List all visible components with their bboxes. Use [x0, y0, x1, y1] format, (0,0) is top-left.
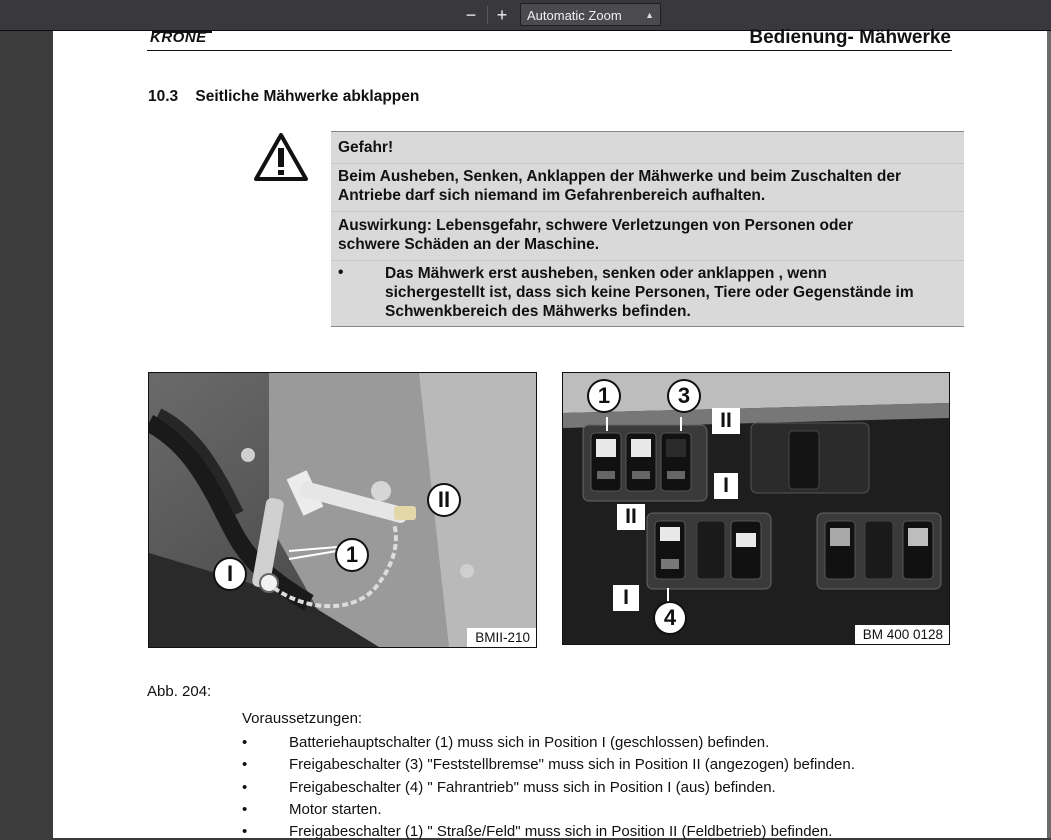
- vertical-scrollbar[interactable]: [1047, 31, 1051, 838]
- position-II-marker: II: [427, 483, 461, 517]
- krone-logo: KRONE: [150, 29, 207, 46]
- warning-bullet-line: sichergestellt ist, dass sich keine Personen, Tiere oder Gegenstände im: [385, 284, 914, 301]
- section-title: Bedienung- Mähwerke: [749, 27, 951, 48]
- zoom-select[interactable]: [520, 3, 661, 26]
- prerequisites-heading: Voraussetzungen:: [242, 710, 363, 727]
- warning-separator: [331, 260, 964, 261]
- figure-id-label: BMII-210: [467, 628, 536, 647]
- list-bullet: •: [242, 734, 248, 751]
- figure-id-label: BM 400 0128: [855, 625, 949, 644]
- zoom-in-button[interactable]: +: [496, 5, 508, 25]
- document-page: [53, 27, 1047, 840]
- list-item-text: Batteriehauptschalter (1) muss sich in Position I (geschlossen) befinden.: [289, 734, 770, 751]
- callout-1: 1: [587, 379, 621, 413]
- list-bullet: •: [242, 823, 248, 840]
- warning-text-line: Antriebe darf sich niemand im Gefahrenbereich aufhalten.: [338, 187, 766, 204]
- select-arrows-icon: ▲: [645, 10, 654, 20]
- zoom-select-value: Automatic Zoom: [527, 8, 622, 23]
- danger-warning-box: [331, 131, 964, 327]
- toolbar-separator: [487, 6, 488, 24]
- list-bullet: •: [242, 779, 248, 796]
- figure-switch-panel-photo: [562, 372, 950, 645]
- zoom-out-button[interactable]: −: [465, 5, 477, 25]
- warning-separator: [331, 211, 964, 212]
- position-I-marker: I: [213, 557, 247, 591]
- position-I-label: I: [714, 473, 738, 499]
- locking-pin-illustration: [149, 373, 536, 647]
- warning-triangle-icon: [253, 132, 309, 182]
- figure-caption: Abb. 204:: [147, 683, 212, 700]
- figure-locking-pin-photo: [148, 372, 537, 648]
- warning-title: Gefahr!: [338, 139, 394, 156]
- warning-bullet: •: [338, 264, 344, 281]
- position-II-label: II: [712, 408, 740, 434]
- list-item-text: Freigabeschalter (1) " Straße/Feld" muss sich in Position II (Feldbetrieb) befinden.: [289, 823, 833, 840]
- warning-text-line: Beim Ausheben, Senken, Anklappen der Mähwerke und beim Zuschalten der: [338, 168, 902, 185]
- warning-separator: [331, 163, 964, 164]
- warning-text-line: schwere Schäden an der Maschine.: [338, 236, 600, 253]
- position-II-label: II: [617, 504, 645, 530]
- chapter-heading: 10.3 Seitliche Mähwerke abklappen: [148, 88, 420, 105]
- callout-1: 1: [335, 538, 369, 572]
- callout-3: 3: [667, 379, 701, 413]
- list-bullet: •: [242, 756, 248, 773]
- warning-bullet-line: Das Mähwerk erst ausheben, senken oder anklappen , wenn: [385, 265, 827, 282]
- list-item-text: Motor starten.: [289, 801, 382, 818]
- list-bullet: •: [242, 801, 248, 818]
- warning-bullet-line: Schwenkbereich des Mähwerks befinden.: [385, 303, 691, 320]
- list-item-text: Freigabeschalter (3) "Feststellbremse" muss sich in Position II (angezogen) befinden.: [289, 756, 855, 773]
- position-I-label: I: [613, 585, 639, 611]
- callout-4: 4: [653, 601, 687, 635]
- warning-text-line: Auswirkung: Lebensgefahr, schwere Verletzungen von Personen oder: [338, 217, 854, 234]
- header-rule: [147, 50, 952, 51]
- list-item-text: Freigabeschalter (4) " Fahrantrieb" muss sich in Position I (aus) befinden.: [289, 779, 776, 796]
